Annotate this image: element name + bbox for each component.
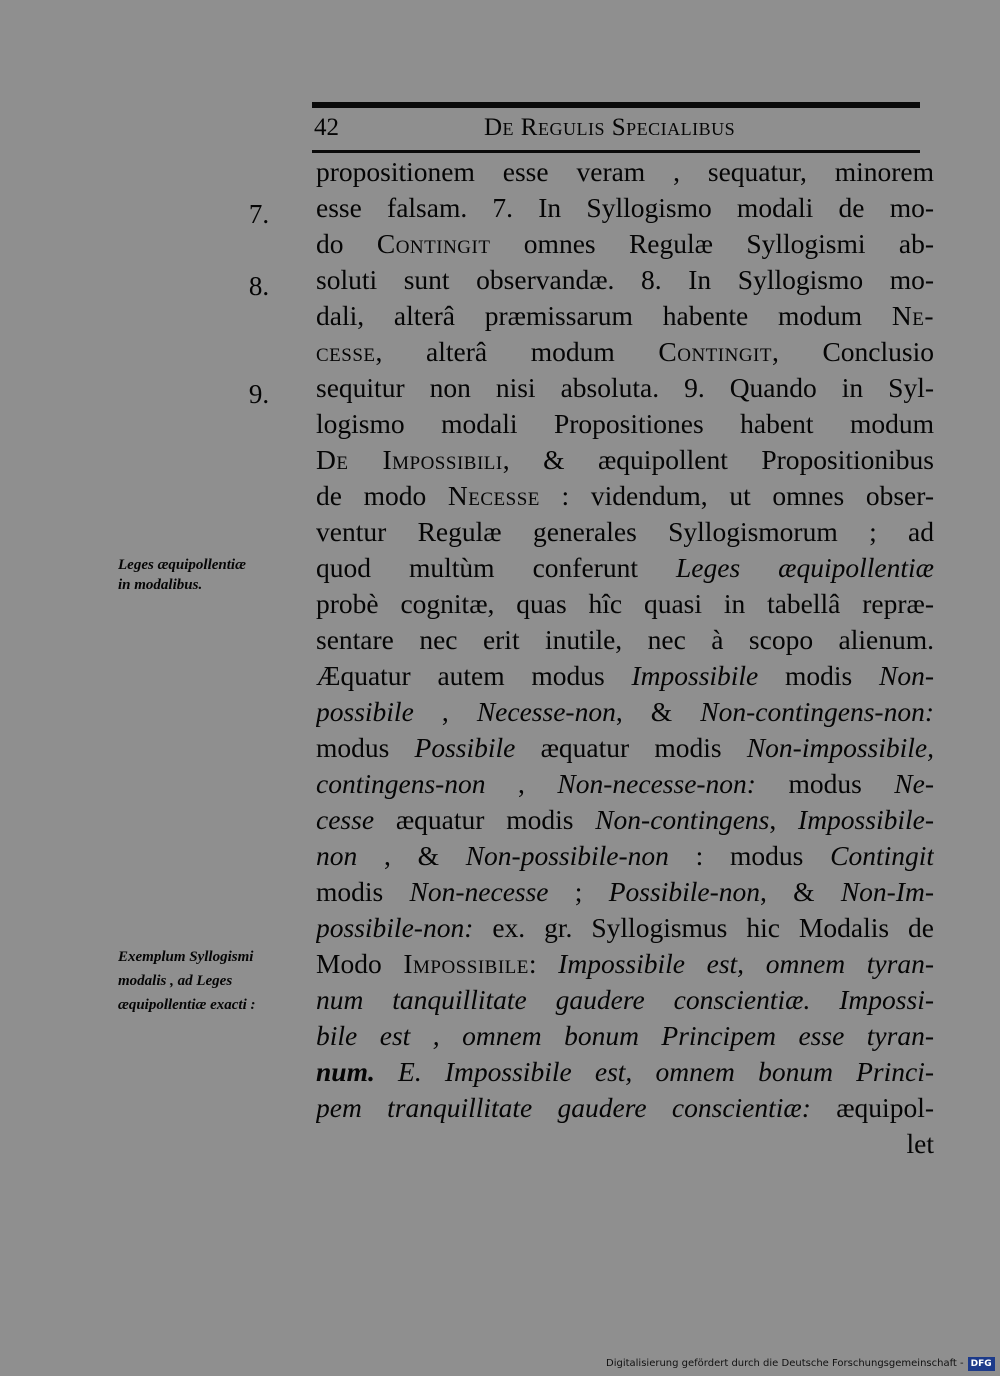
text-line: bile est , omnem bonum Principem esse tyran-	[316, 1020, 934, 1051]
margin-note-leges-line1: Leges æquipollentiæ	[118, 557, 246, 573]
text-line: esse falsam. 7. In Syllogismo modali de mo-	[316, 192, 934, 223]
header-bottom-rule	[312, 150, 920, 153]
text-line: logismo modali Propositiones habent modum	[316, 408, 934, 439]
running-title: De Regulis Specialibus	[484, 114, 736, 141]
catchword: let	[906, 1128, 934, 1159]
text-line: propositionem esse veram , sequatur, minorem	[316, 156, 934, 187]
margin-number-7: 7.	[248, 199, 270, 229]
dfg-logo: DFG	[968, 1357, 995, 1371]
text-line: probè cognitæ, quas hîc quasi in tabellâ repræ-	[316, 588, 934, 619]
text-line: cesse, alterâ modum Contingit, Conclusio	[316, 336, 934, 367]
text-line: possibile , Necesse-non, & Non-contingens-non:	[316, 696, 934, 727]
text-line: de modo Necesse : videndum, ut omnes obser-	[316, 480, 934, 511]
text-line: soluti sunt observandæ. 8. In Syllogismo mo-	[316, 264, 934, 295]
footer-text: Digitalisierung gefördert durch die Deutsche Forschungsgemeinschaft -	[606, 1358, 964, 1369]
margin-note-leges-line2: in modalibus.	[118, 577, 203, 593]
text-line: modis Non-necesse ; Possibile-non, & Non-Im-	[316, 876, 934, 907]
text-line: cesse æquatur modis Non-contingens, Impossibile-	[316, 804, 934, 835]
margin-number-8: 8.	[248, 271, 270, 301]
text-line: num tanquillitate gaudere conscientiæ. Impossi-	[316, 984, 934, 1015]
header-top-rule	[312, 102, 920, 108]
text-line: possibile-non: ex. gr. Syllogismus hic Modalis de	[316, 912, 934, 943]
margin-note-exemplum-line1: Exemplum Syllogismi	[118, 949, 254, 965]
text-line: non , & Non-possibile-non : modus Contingit	[316, 840, 934, 871]
page-number: 42	[314, 114, 339, 141]
margin-note-exemplum-line2: modalis , ad Leges	[118, 973, 233, 989]
text-line: do Contingit omnes Regulæ Syllogismi ab-	[316, 228, 934, 259]
text-line: pem tranquillitate gaudere conscientiæ: æquipol-	[316, 1092, 934, 1123]
text-line: sequitur non nisi absoluta. 9. Quando in Syl-	[316, 372, 934, 403]
text-line: contingens-non , Non-necesse-non: modus Ne-	[316, 768, 934, 799]
text-line: modus Possibile æquatur modis Non-impossibile,	[316, 732, 934, 763]
text-line: sentare nec erit inutile, nec à scopo alienum.	[316, 624, 934, 655]
margin-note-exemplum-line3: æquipollentiæ exacti :	[118, 997, 256, 1013]
text-line: ventur Regulæ generales Syllogismorum ; ad	[316, 516, 934, 547]
text-line: De Impossibili, & æquipollent Propositionibus	[316, 444, 934, 475]
text-line: dali, alterâ præmissarum habente modum Ne-	[316, 300, 934, 331]
text-line: Modo Impossibile: Impossibile est, omnem tyran-	[316, 948, 934, 979]
text-line: quod multùm conferunt Leges æquipollentiæ	[316, 552, 934, 583]
text-line: Æquatur autem modus Impossibile modis Non-	[316, 660, 934, 691]
margin-number-9: 9.	[248, 379, 270, 409]
digitization-footer	[606, 1356, 995, 1372]
text-line: num. E. Impossibile est, omnem bonum Princi-	[316, 1056, 934, 1087]
